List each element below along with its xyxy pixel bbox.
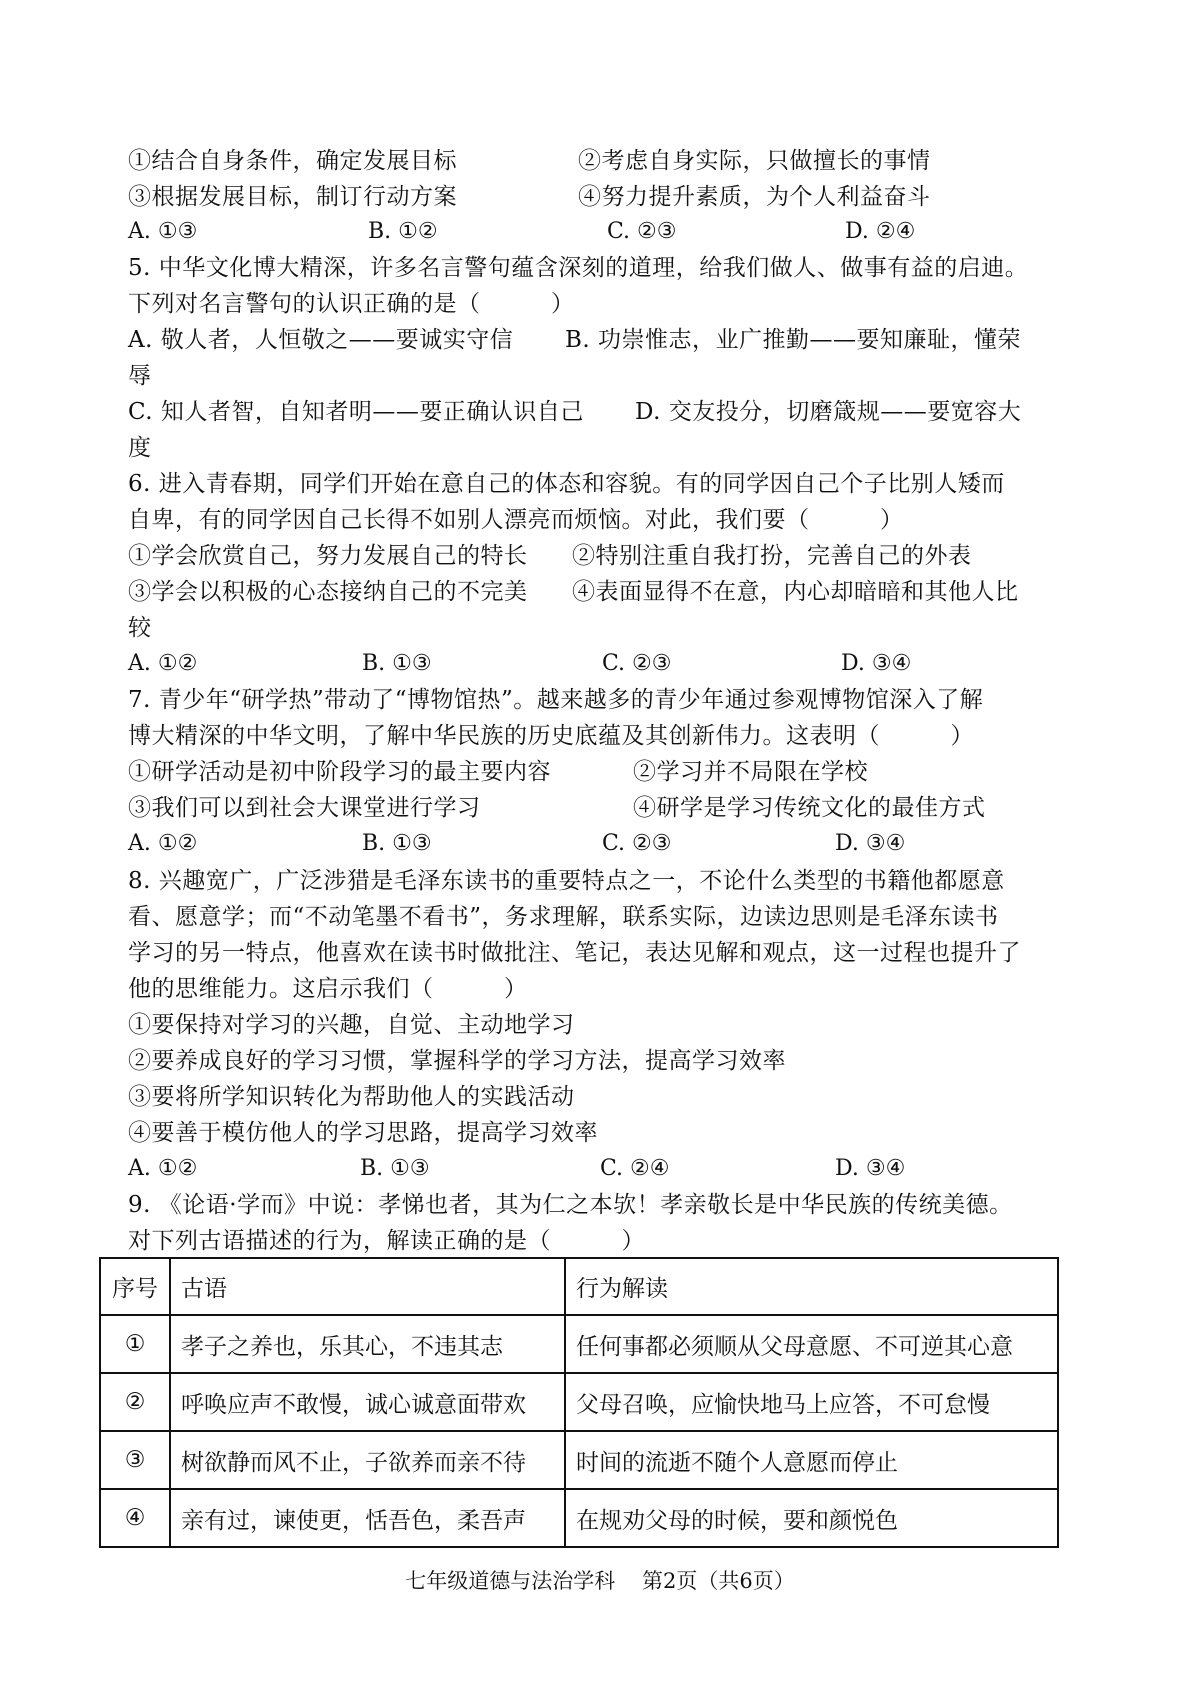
q6-stem-line-1: 6. 进入青春期，同学们开始在意自己的体态和容貌。有的同学因自己个子比别人矮而 [128,471,1005,497]
q6-option-b: B. ①③ [362,651,432,676]
footer-subject: 七年级道德与法治学科 [405,1569,616,1593]
q6-item-4: ④表面显得不在意，内心却暗暗和其他人比 [572,579,1019,605]
table-cell-interpretation: 父母召唤，应愉快地马上应答，不可怠慢 [565,1373,1058,1431]
q5-stem-line-2: 下列对名言警句的认识正确的是（ ） [128,291,575,317]
q5-option-d-cont: 度 [128,435,152,461]
q7-option-a: A. ①② [128,831,198,856]
table-header-index: 序号 [100,1258,170,1315]
q5-option-a: A. 敬人者，人恒敬之——要诚实守信 [128,327,514,353]
q4-item-2: ②考虑自身实际，只做擅长的事情 [578,148,931,174]
q6-stem-line-2: 自卑，有的同学因自己长得不如别人漂亮而烦恼。对此，我们要（ ） [128,507,904,533]
q6-item-3: ③学会以积极的心态接纳自己的不完美 [128,579,528,605]
q8-option-c: C. ②④ [600,1156,670,1181]
q6-option-d: D. ③④ [841,651,912,676]
table-cell-quote: 树欲静而风不止，子欲养而亲不待 [170,1431,565,1489]
footer-page-number: 第2页（共6页） [641,1569,795,1593]
q4-item-3: ③根据发展目标，制订行动方案 [128,184,457,210]
q9-stem-line-2: 对下列古语描述的行为，解读正确的是（ ） [128,1228,645,1254]
q7-item-3: ③我们可以到社会大课堂进行学习 [128,795,481,821]
q8-item-3: ③要将所学知识转化为帮助他人的实践活动 [128,1084,575,1110]
q4-option-c: C. ②③ [607,219,677,244]
q6-item-1: ①学会欣赏自己，努力发展自己的特长 [128,543,528,569]
q6-option-c: C. ②③ [602,651,672,676]
q6-item-4-cont: 较 [128,615,152,641]
q4-option-d: D. ②④ [845,219,916,244]
q8-item-4: ④要善于模仿他人的学习思路，提高学习效率 [128,1120,598,1146]
table-cell-interpretation: 在规劝父母的时候，要和颜悦色 [565,1489,1058,1547]
q9-stem-line-1: 9. 《论语·学而》中说：孝悌也者，其为仁之本欤！孝亲敬长是中华民族的传统美德。 [128,1192,1013,1218]
table-cell-quote: 孝子之养也，乐其心，不违其志 [170,1315,565,1373]
table-cell-interpretation: 任何事都必须顺从父母意愿、不可逆其心意 [565,1315,1058,1373]
q7-item-1: ①研学活动是初中阶段学习的最主要内容 [128,759,551,785]
q8-option-a: A. ①② [128,1156,198,1181]
q7-item-4: ④研学是学习传统文化的最佳方式 [633,795,986,821]
table-cell-quote: 亲有过，谏使更，恬吾色，柔吾声 [170,1489,565,1547]
table-header-row [100,1258,1058,1315]
q5-option-c: C. 知人者智，自知者明——要正确认识自己 [128,399,584,425]
q7-option-b: B. ①③ [362,831,432,856]
q7-item-2: ②学习并不局限在学校 [633,759,868,785]
table-cell-interpretation: 时间的流逝不随个人意愿而停止 [565,1431,1058,1489]
table-cell-index: ② [100,1373,170,1431]
q8-stem-line-4: 他的思维能力。这启示我们（ ） [128,976,528,1002]
q4-item-1: ①结合自身条件，确定发展目标 [128,148,457,174]
table-cell-index: ① [100,1315,170,1373]
table-row [100,1315,1058,1373]
q7-stem-line-2: 博大精深的中华文明，了解中华民族的历史底蕴及其创新伟力。这表明（ ） [128,723,974,749]
q6-item-2: ②特别注重自我打扮，完善自己的外表 [572,543,972,569]
q6-option-a: A. ①② [128,651,198,676]
table-header-quote: 古语 [170,1258,565,1315]
table-row [100,1431,1058,1489]
table-cell-index: ④ [100,1489,170,1547]
q7-option-d: D. ③④ [835,831,906,856]
table-row [100,1489,1058,1547]
q4-option-a: A. ①③ [128,219,198,244]
q9-table [99,1257,1059,1548]
q5-option-d: D. 交友投分，切磨箴规——要宽容大 [635,399,1022,425]
q8-item-1: ①要保持对学习的兴趣，自觉、主动地学习 [128,1012,575,1038]
q4-option-b: B. ①② [368,219,438,244]
q8-option-d: D. ③④ [835,1156,906,1181]
table-header-interpretation: 行为解读 [565,1258,1058,1315]
table-cell-index: ③ [100,1431,170,1489]
q8-item-2: ②要养成良好的学习习惯，掌握科学的学习方法，提高学习效率 [128,1048,786,1074]
q4-item-4: ④努力提升素质，为个人利益奋斗 [578,184,931,210]
q8-stem-line-3: 学习的另一特点，他喜欢在读书时做批注、笔记，表达见解和观点，这一过程也提升了 [128,940,1021,966]
page-footer [0,1565,1200,1595]
q7-stem-line-1: 7. 青少年“研学热”带动了“博物馆热”。越来越多的青少年通过参观博物馆深入了解 [128,687,984,713]
q8-stem-line-1: 8. 兴趣宽广，广泛涉猎是毛泽东读书的重要特点之一，不论什么类型的书籍他都愿意 [128,868,1005,894]
q5-option-b: B. 功崇惟志，业广推勤——要知廉耻，懂荣 [565,327,1022,353]
q8-option-b: B. ①③ [360,1156,430,1181]
table-row [100,1373,1058,1431]
q8-stem-line-2: 看、愿意学；而“不动笔墨不看书”，务求理解，联系实际，边读边思则是毛泽东读书 [128,904,999,930]
q7-option-c: C. ②③ [602,831,672,856]
q5-stem-line-1: 5. 中华文化博大精深，许多名言警句蕴含深刻的道理，给我们做人、做事有益的启迪。 [128,255,1029,281]
table-cell-quote: 呼唤应声不敢慢，诚心诚意面带欢 [170,1373,565,1431]
q5-option-b-cont: 辱 [128,363,152,389]
